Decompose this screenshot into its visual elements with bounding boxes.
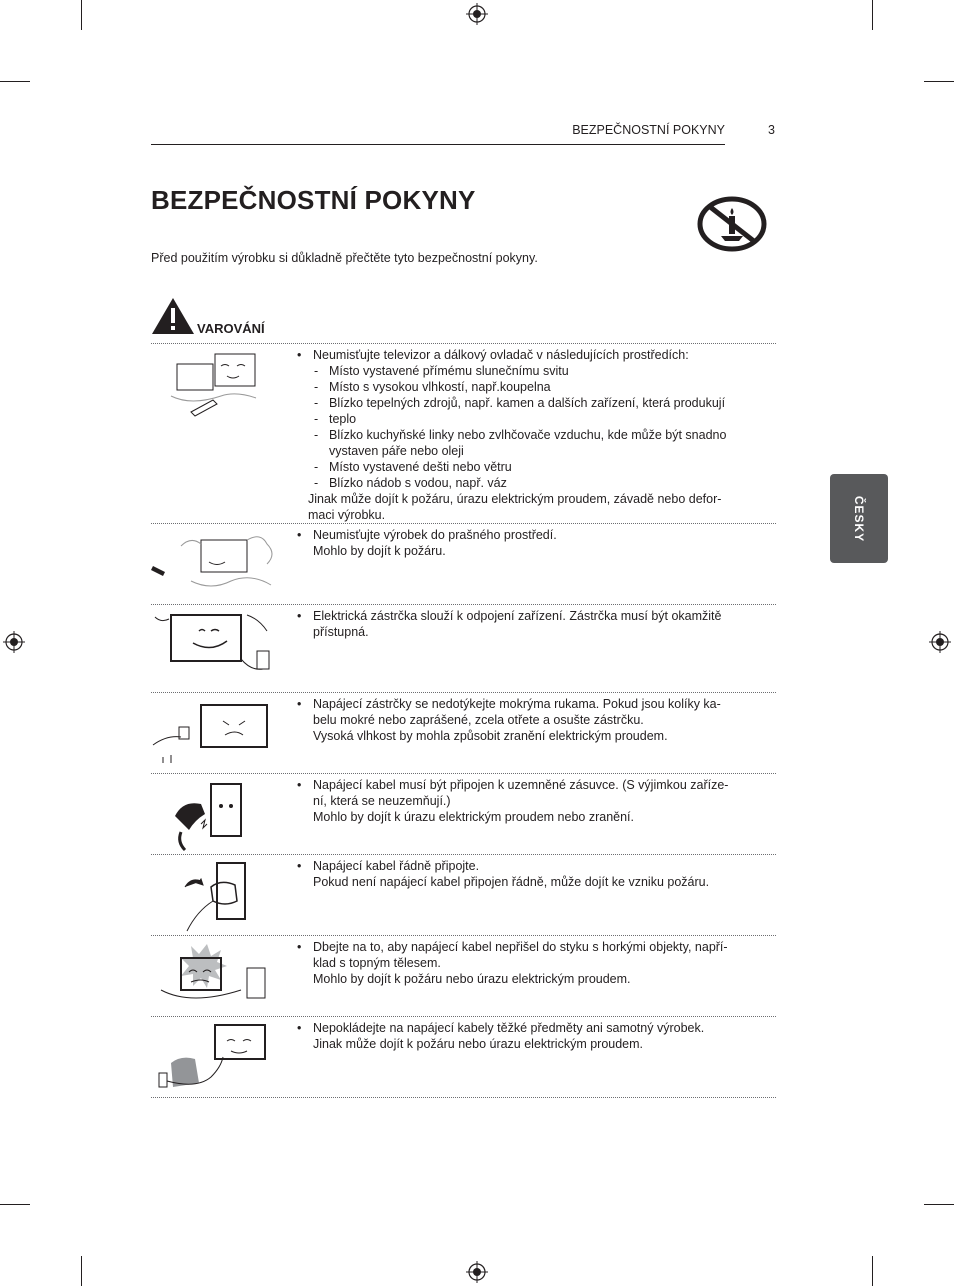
warning-item-text (297, 696, 757, 744)
bullet-text: • Nepokládejte na napájecí kabely těžké předměty ani samotný výrobek. (297, 1020, 757, 1036)
bullet-text: • Neumisťujte výrobek do prašného prostředí. (297, 527, 757, 543)
continuation-text: Vysoká vlhkost by mohla způsobit zranění elektrickým proudem. (313, 729, 668, 743)
bullet-text: • Napájecí kabel řádně připojte. (297, 858, 757, 874)
bullet-text: • Neumisťujte televizor a dálkový ovladač v následujících prostředích: (297, 347, 757, 363)
sub-item: - Místo vystavené přímému slunečnímu svitu (297, 363, 757, 379)
continuation-text: maci výrobku. (308, 508, 386, 522)
sub-item-continuation: teplo (329, 412, 357, 426)
dusty-environment-illustration-icon (151, 526, 281, 598)
sub-item-cont (297, 411, 757, 427)
page-title: BEZPEČNOSTNÍ POKYNY (151, 185, 476, 215)
sub-item: - Místo s vysokou vlhkostí, např.koupelna (297, 379, 757, 395)
crop-mark (924, 1204, 954, 1205)
continuation-text: přístupná. (313, 625, 369, 639)
continuation-text: belu mokré nebo zaprášené, zcela otřete a osušte zástrčku. (313, 713, 644, 727)
language-tab-label: ČESKY (852, 495, 866, 542)
warning-item (151, 773, 776, 855)
warning-item (151, 523, 776, 605)
continuation-text: Mohlo by dojít k požáru. (313, 544, 446, 558)
header-rule (151, 144, 725, 145)
tv-remote-environment-illustration-icon (151, 346, 281, 424)
sub-item: - Místo vystavené dešti nebo větru (297, 459, 757, 475)
bullet-text: • Elektrická zástrčka slouží k odpojení zařízení. Zástrčka musí být okamžitě (297, 608, 757, 624)
crop-mark (924, 81, 954, 82)
registration-mark-icon (466, 3, 488, 25)
warning-item-text (297, 1020, 757, 1052)
registration-mark-icon (929, 631, 951, 653)
bullet-text: • Napájecí kabel musí být připojen k uzemněné zásuvce. (S výjimkou zaříze- (297, 777, 757, 793)
continuation-text: Jinak může dojít k požáru nebo úrazu elektrickým proudem. (313, 1037, 644, 1051)
crop-mark (81, 1256, 82, 1286)
warning-item (151, 343, 776, 524)
warning-item (151, 935, 776, 1017)
continuation-text: Pokud není napájecí kabel připojen řádně, může dojít ke vzniku požáru. (313, 875, 710, 889)
heater-cable-illustration-icon (151, 938, 281, 1016)
crop-mark (81, 0, 82, 30)
warning-item (151, 604, 776, 693)
continuation-text: klad s topným tělesem. (313, 956, 441, 970)
crop-mark (872, 1256, 873, 1286)
warning-label: VAROVÁNÍ (197, 321, 265, 336)
crop-mark (0, 1204, 30, 1205)
warning-item-text (297, 608, 757, 640)
heavy-object-cable-illustration-icon (151, 1019, 281, 1097)
registration-mark-icon (3, 631, 25, 653)
continuation-text: Jinak může dojít k požáru, úrazu elektrickým proudem, závadě nebo defor- (308, 492, 722, 506)
warning-item (151, 1016, 776, 1098)
grounded-outlet-illustration-icon (151, 776, 281, 854)
warning-triangle-icon (151, 297, 195, 335)
bullet-text: • Napájecí zástrčky se nedotýkejte mokrýma rukama. Pokud jsou kolíky ka- (297, 696, 757, 712)
sub-item: - Blízko nádob s vodou, např. váz (297, 475, 757, 491)
warning-item-text (297, 527, 757, 559)
crop-mark (872, 0, 873, 30)
plug-disconnect-illustration-icon (151, 607, 281, 687)
warning-item (151, 692, 776, 774)
warning-item-text (297, 858, 757, 890)
bullet-text: • Dbejte na to, aby napájecí kabel nepřišel do styku s horkými objekty, napří- (297, 939, 757, 955)
language-tab (830, 474, 888, 563)
no-candle-icon (697, 196, 767, 252)
running-header: BEZPEČNOSTNÍ POKYNY (572, 123, 725, 137)
continuation-text: Mohlo by dojít k úrazu elektrickým proudem nebo zranění. (313, 810, 634, 824)
continuation-text: ní, která se neuzemňují.) (313, 794, 451, 808)
warning-item-text (297, 939, 757, 987)
crop-mark (0, 81, 30, 82)
sub-item: - Blízko kuchyňské linky nebo zvlhčovače vzduchu, kde může být snadno (297, 427, 757, 443)
intro-text: Před použitím výrobku si důkladně přečtěte tyto bezpečnostní pokyny. (151, 251, 538, 265)
sub-item: - Blízko tepelných zdrojů, např. kamen a dalších zařízení, která produkují (297, 395, 757, 411)
page-number: 3 (768, 123, 775, 137)
warning-item-text (297, 347, 757, 523)
plug-insert-illustration-icon (151, 857, 281, 935)
warning-item (151, 854, 776, 936)
wet-hands-illustration-icon (151, 695, 281, 771)
warning-item-text (297, 777, 757, 825)
registration-mark-icon (466, 1261, 488, 1283)
sub-item-continuation: vystaven páře nebo oleji (329, 444, 464, 458)
continuation-text: Mohlo by dojít k požáru nebo úrazu elektrickým proudem. (313, 972, 631, 986)
